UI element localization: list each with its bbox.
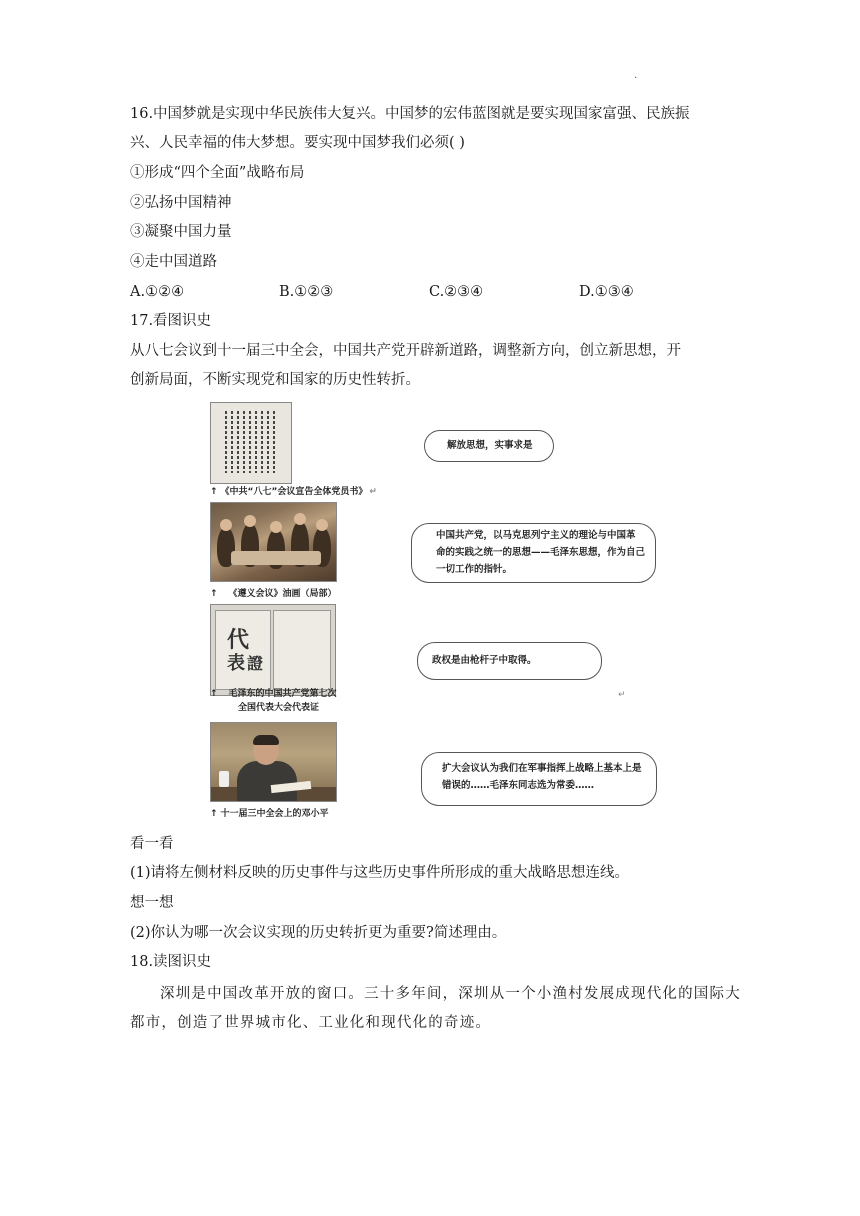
caption-deng: ↑ 十一届三中全会上的邓小平 xyxy=(210,809,329,819)
think-heading: 想一想 xyxy=(130,895,174,911)
q16-option-b: B.①②③ xyxy=(279,284,334,300)
q16-stem-line1: 16.中国梦就是实现中华民族伟大复兴。中国梦的宏伟蓝图就是要实现国家富强、民族振 xyxy=(130,106,690,122)
q18-intro-line2: 都市，创造了世界城市化、工业化和现代化的奇迹。 xyxy=(130,1015,492,1031)
q16-item-4: ④走中国道路 xyxy=(130,254,217,270)
q16-item-2: ②弘扬中国精神 xyxy=(130,195,232,211)
q17-figure xyxy=(200,398,670,823)
deng-xiaoping-photo-image xyxy=(210,722,337,802)
q17-title: 17.看图识史 xyxy=(130,313,212,329)
q16-stem-line2: 兴、人民幸福的伟大梦想。要实现中国梦我们必须( ) xyxy=(130,135,465,151)
up-arrow-icon: ↑ xyxy=(210,487,218,497)
q17-intro-line1: 从八七会议到十一届三中全会，中国共产党开辟新道路，调整新方向，创立新思想，开 xyxy=(130,343,681,359)
seventh-congress-certificate-image: 代 表 證 xyxy=(210,604,336,696)
q16-item-3: ③凝聚中国力量 xyxy=(130,224,232,240)
eight-seven-meeting-document-image xyxy=(210,402,292,484)
caption-zunyi: ↑ 《遵义会议》油画（局部） xyxy=(210,589,337,599)
q17-intro-line2: 创新局面，不断实现党和国家的历史性转折。 xyxy=(130,372,420,388)
caption-certificate-line1: ↑ 毛泽东的中国共产党第七次 xyxy=(210,689,337,699)
q16-option-a: A.①②④ xyxy=(130,284,185,300)
idea-bubble-4: 扩大会议认为我们在军事指挥上战略上基本上是 错误的……毛泽东同志选为常委…… xyxy=(421,752,657,806)
q16-item-1: ①形成“四个全面”战略布局 xyxy=(130,165,305,181)
return-mark-icon: ↵ xyxy=(618,690,626,700)
return-mark-icon: ↵ xyxy=(369,487,377,497)
idea-bubble-2: 中国共产党，以马克思列宁主义的理论与中国革 命的实践之统一的思想——毛泽东思想，作为自己 一切工作的指针。 xyxy=(411,523,656,583)
up-arrow-icon: ↑ xyxy=(210,589,218,599)
q16-option-c: C.②③④ xyxy=(429,284,484,300)
look-heading: 看一看 xyxy=(130,836,174,852)
q16-option-d: D.①③④ xyxy=(579,284,634,300)
q18-intro-line1: 深圳是中国改革开放的窗口。三十多年间，深圳从一个小渔村发展成现代化的国际大 xyxy=(160,986,741,1002)
caption-eight-seven: ↑ 《中共“八七”会议宣告全体党员书》 ↵ xyxy=(210,487,377,497)
q17-subquestion-1: (1)请将左侧材料反映的历史事件与这些历史事件所形成的重大战略思想连线。 xyxy=(130,865,630,881)
header-mark: . xyxy=(634,70,638,81)
zunyi-meeting-painting-image xyxy=(210,502,337,582)
q17-subquestion-2: (2)你认为哪一次会议实现的历史转折更为重要?简述理由。 xyxy=(130,925,507,941)
up-arrow-icon: ↑ xyxy=(210,689,218,699)
q18-title: 18.读图识史 xyxy=(130,954,212,970)
idea-bubble-1: 解放思想，实事求是 xyxy=(424,430,554,462)
caption-certificate-line2: 全国代表大会代表证 xyxy=(238,703,320,713)
idea-bubble-3: 政权是由枪杆子中取得。 xyxy=(417,642,602,680)
up-arrow-icon: ↑ xyxy=(210,809,218,819)
